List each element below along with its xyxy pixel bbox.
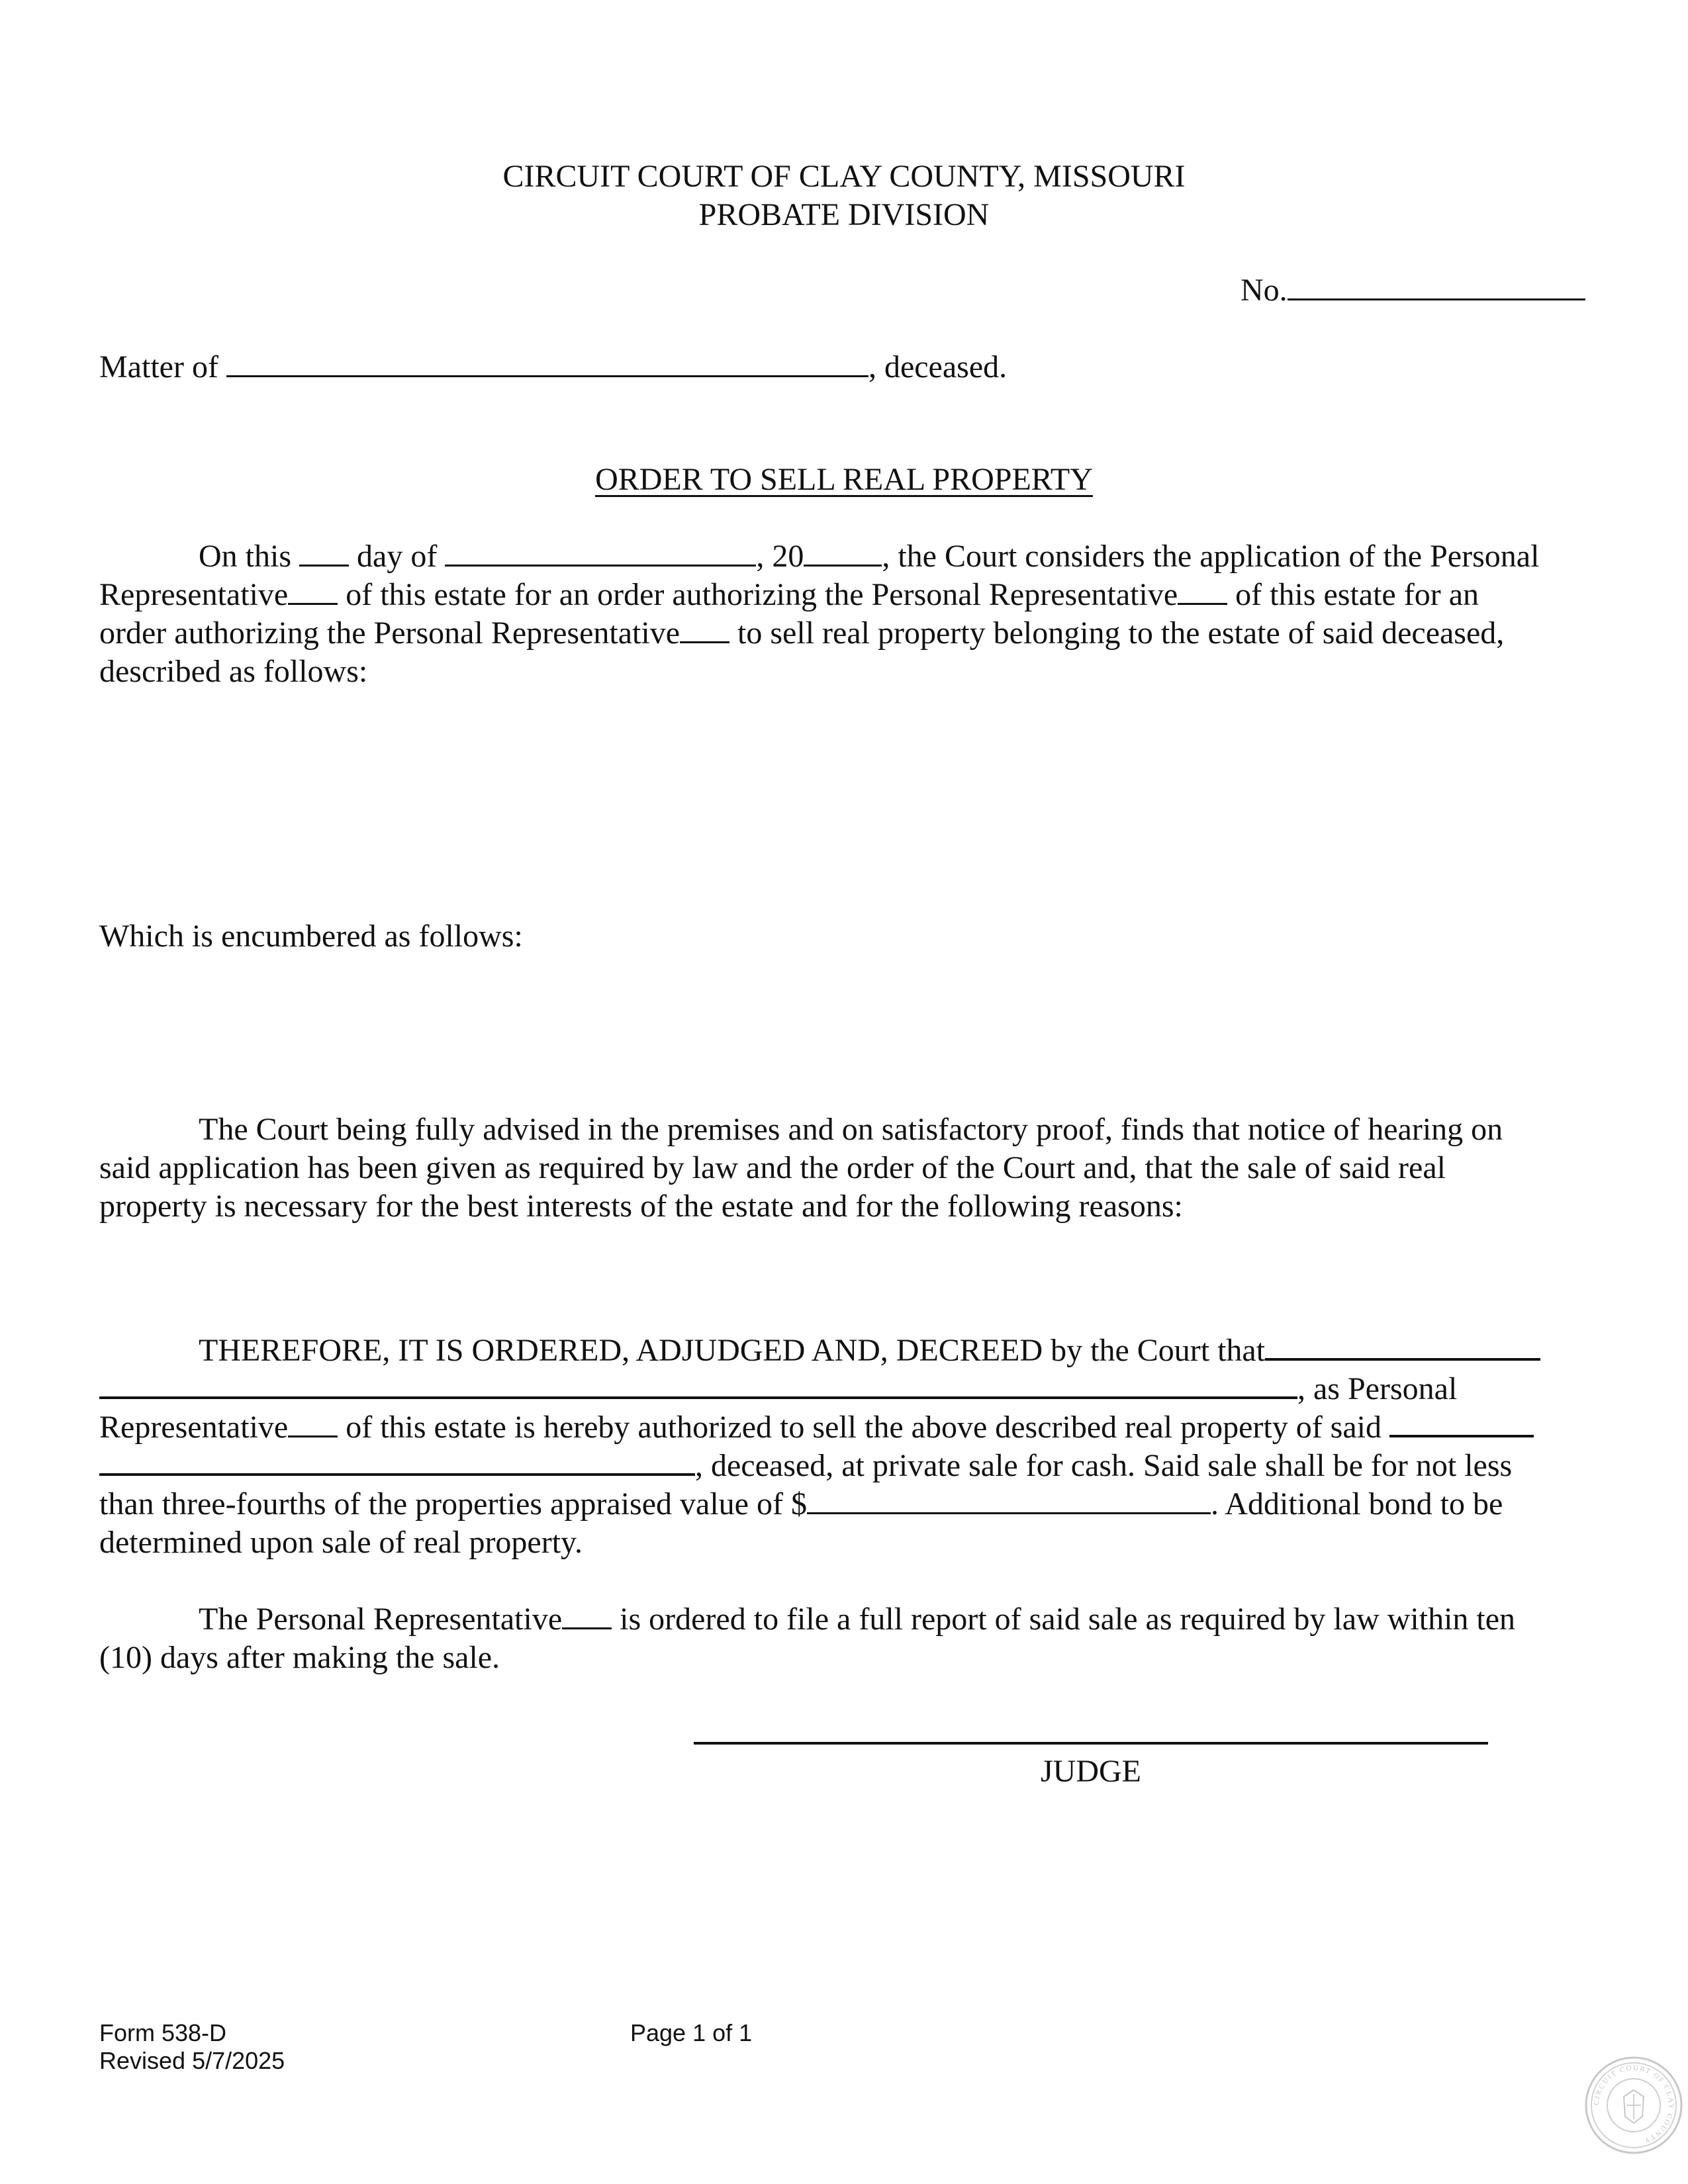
page-number: Page 1 of 1	[630, 2019, 753, 2046]
decedent-name-field[interactable]	[226, 349, 868, 377]
p1-line-2	[99, 576, 1479, 614]
division-name: PROBATE DIVISION	[698, 197, 990, 232]
p4-text-l1a: The Personal Representative	[199, 1602, 563, 1637]
case-number-field[interactable]	[1288, 272, 1585, 300]
plural-field-1[interactable]	[288, 576, 338, 605]
matter-row	[99, 348, 1007, 387]
p3-text-l1: THEREFORE, IT IS ORDERED, ADJUDGED AND, DECREED by the Court that	[199, 1333, 1266, 1368]
p1-text-c: , 20	[756, 539, 804, 574]
document-title: ORDER TO SELL REAL PROPERTY	[595, 462, 1093, 497]
p3-text-l4: , deceased, at private sale for cash. Said sale shall be for not less	[695, 1448, 1513, 1483]
p1-text-l3b: to sell real property belonging to the estate of said deceased,	[737, 615, 1505, 651]
revised-date: Revised 5/7/2025	[99, 2047, 285, 2074]
p1-line-1	[199, 537, 1539, 576]
plural-field-5[interactable]	[562, 1601, 612, 1629]
case-number-row	[1241, 271, 1585, 310]
p2-line-2: said application has been given as required by law and the order of the Court and, that the sale of said real	[99, 1150, 1446, 1185]
encumbrance-area[interactable]	[99, 966, 1589, 1099]
reasons-area[interactable]	[99, 1238, 1589, 1317]
matter-prefix: Matter of	[99, 349, 218, 385]
plural-field-2[interactable]	[1178, 576, 1227, 605]
p1-text-l2b: of this estate for an order authorizing the Personal Representative	[346, 577, 1178, 612]
p1-text-l2a: Representative	[99, 577, 289, 612]
judge-signature-line[interactable]	[694, 1742, 1488, 1745]
day-field[interactable]	[299, 538, 349, 567]
p3-text-l3b: of this estate is hereby authorized to sell the above described real property of said	[346, 1410, 1382, 1445]
p4-line-2: (10) days after making the sale.	[99, 1640, 500, 1675]
p1-text-b: day of	[357, 539, 438, 574]
p1-text-l3a: order authorizing the Personal Representative	[99, 615, 680, 651]
p1-text-d: , the Court considers the application of the Personal	[882, 539, 1540, 574]
p3-line-1	[199, 1332, 1540, 1370]
p3-line-4	[99, 1447, 1512, 1485]
representative-name-field-a[interactable]	[1265, 1332, 1540, 1361]
p4-text-l1b: is ordered to file a full report of said sale as required by law within ten	[620, 1602, 1516, 1637]
representative-name-field-b[interactable]	[99, 1370, 1297, 1399]
form-number: Form 538-D	[99, 2019, 227, 2046]
p3-line-3	[99, 1408, 1534, 1447]
case-number-label: No.	[1241, 273, 1288, 308]
p3-text-l3a: Representative	[99, 1410, 289, 1445]
svg-text:CIRCUIT COURT OF CLAY COUNTY: CIRCUIT COURT OF CLAY COUNTY	[1592, 2064, 1675, 2145]
decedent-field-a[interactable]	[1389, 1408, 1534, 1437]
p3-text-l2: , as Personal	[1297, 1371, 1458, 1406]
appraised-value-field[interactable]	[807, 1486, 1211, 1514]
matter-suffix: , deceased.	[868, 349, 1008, 385]
property-description-area[interactable]	[99, 702, 1589, 900]
encumbered-label: Which is encumbered as follows:	[99, 919, 523, 954]
court-seal-icon	[1584, 2056, 1683, 2155]
p3-line-6: determined upon sale of real property.	[99, 1525, 583, 1560]
p1-line-4: described as follows:	[99, 654, 368, 689]
p1-line-3	[99, 614, 1504, 653]
p3-line-2	[99, 1370, 1457, 1408]
p2-line-1: The Court being fully advised in the premises and on satisfactory proof, finds that notice of hearing on	[199, 1112, 1503, 1147]
decedent-field-b[interactable]	[99, 1447, 695, 1476]
plural-field-3[interactable]	[680, 615, 729, 643]
p1-text-a: On this	[199, 539, 292, 574]
court-name: CIRCUIT COURT OF CLAY COUNTY, MISSOURI	[502, 159, 1186, 194]
p3-text-l5a: than three-fourths of the properties appraised value of $	[99, 1486, 807, 1522]
p4-line-1	[199, 1600, 1515, 1639]
p3-text-l5b: . Additional bond to be	[1210, 1486, 1503, 1522]
year-field[interactable]	[804, 538, 882, 567]
p2-line-3: property is necessary for the best interests of the estate and for the following reasons:	[99, 1189, 1183, 1224]
month-field[interactable]	[445, 538, 756, 567]
p3-line-5	[99, 1485, 1503, 1524]
judge-label: JUDGE	[1041, 1754, 1141, 1789]
plural-field-4[interactable]	[288, 1409, 338, 1437]
p1-text-l2c: of this estate for an	[1235, 577, 1479, 612]
